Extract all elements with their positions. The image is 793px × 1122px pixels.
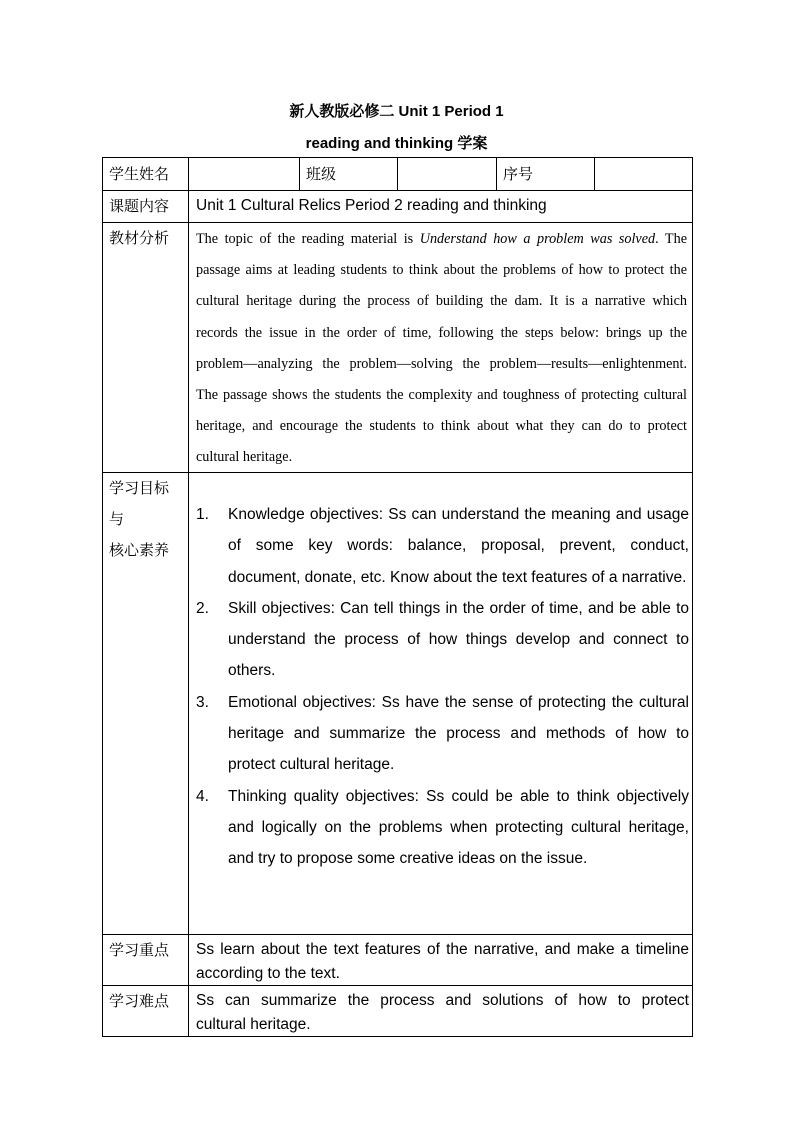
row-divider — [103, 222, 692, 223]
topic-value: Unit 1 Cultural Relics Period 2 reading and thinking — [196, 197, 547, 214]
difficult-points-line: Ss can summarize the process and solutions of how to protect — [196, 992, 689, 1009]
column-divider — [594, 158, 595, 190]
analysis-text: The topic of the reading material is Understand how a problem was solved. The passage aims at leading students to think about the problems of how to protect the cultural heritage during the process of building the dam. It is a narrative which records the issue in the order of time, following the steps below: brings up the problem—analyzing the problem—solving the problem—results—enlightenment. The passage shows the students the complexity and toughness of protecting cultural heritage, and encourage the students to think about what they can do to protect cultural heritage. — [196, 231, 687, 466]
key-points-line: Ss learn about the text features of the narrative, and make a timeline — [196, 941, 689, 958]
column-divider — [188, 158, 189, 1036]
seq-number-label: 序号 — [503, 165, 534, 183]
class-field[interactable] — [400, 160, 494, 188]
document-title: 新人教版必修二 Unit 1 Period 1 — [289, 103, 504, 120]
objective-item: 3. Emotional objectives: Ss have the sense of protecting the cultural heritage and summarize the process and methods of how to protect cultural heritage. — [196, 693, 689, 774]
objectives-list — [196, 499, 689, 875]
objectives-label: 学习目标 — [109, 479, 170, 497]
objective-item: 4. Thinking quality objectives: Ss could be able to think objectively and logically on the problems when protecting cultural heritage, and try to propose some creative ideas on the issue. — [196, 787, 689, 868]
column-divider — [299, 158, 300, 190]
column-divider — [397, 158, 398, 190]
key-points-line: according to the text. — [196, 965, 340, 982]
seq-number-field[interactable] — [597, 160, 689, 188]
objectives-label-connector: 与 — [109, 510, 125, 528]
key-points-label: 学习重点 — [109, 941, 170, 959]
student-name-field[interactable] — [191, 160, 297, 188]
difficult-points-line: cultural heritage. — [196, 1016, 311, 1033]
objective-item: 2. Skill objectives: Can tell things in the order of time, and be able to understand the process of how things develop and connect to others. — [196, 599, 689, 680]
column-divider — [496, 158, 497, 190]
core-competency-label: 核心素养 — [109, 541, 170, 559]
class-label: 班级 — [306, 165, 337, 183]
difficult-points-label: 学习难点 — [109, 992, 170, 1010]
topic-label: 课题内容 — [109, 197, 170, 215]
analysis-topic-italic: Understand how a problem was solved — [419, 231, 656, 247]
row-divider — [103, 934, 692, 935]
objective-item: 1. Knowledge objectives: Ss can understand the meaning and usage of some key words: balance, proposal, prevent, conduct, document, donate, etc. Know about the text features of a narrative. — [196, 506, 689, 586]
student-name-label: 学生姓名 — [109, 165, 170, 183]
analysis-label: 教材分析 — [109, 229, 170, 247]
lesson-plan-table — [102, 157, 693, 1037]
document-subtitle: reading and thinking 学案 — [305, 135, 488, 152]
